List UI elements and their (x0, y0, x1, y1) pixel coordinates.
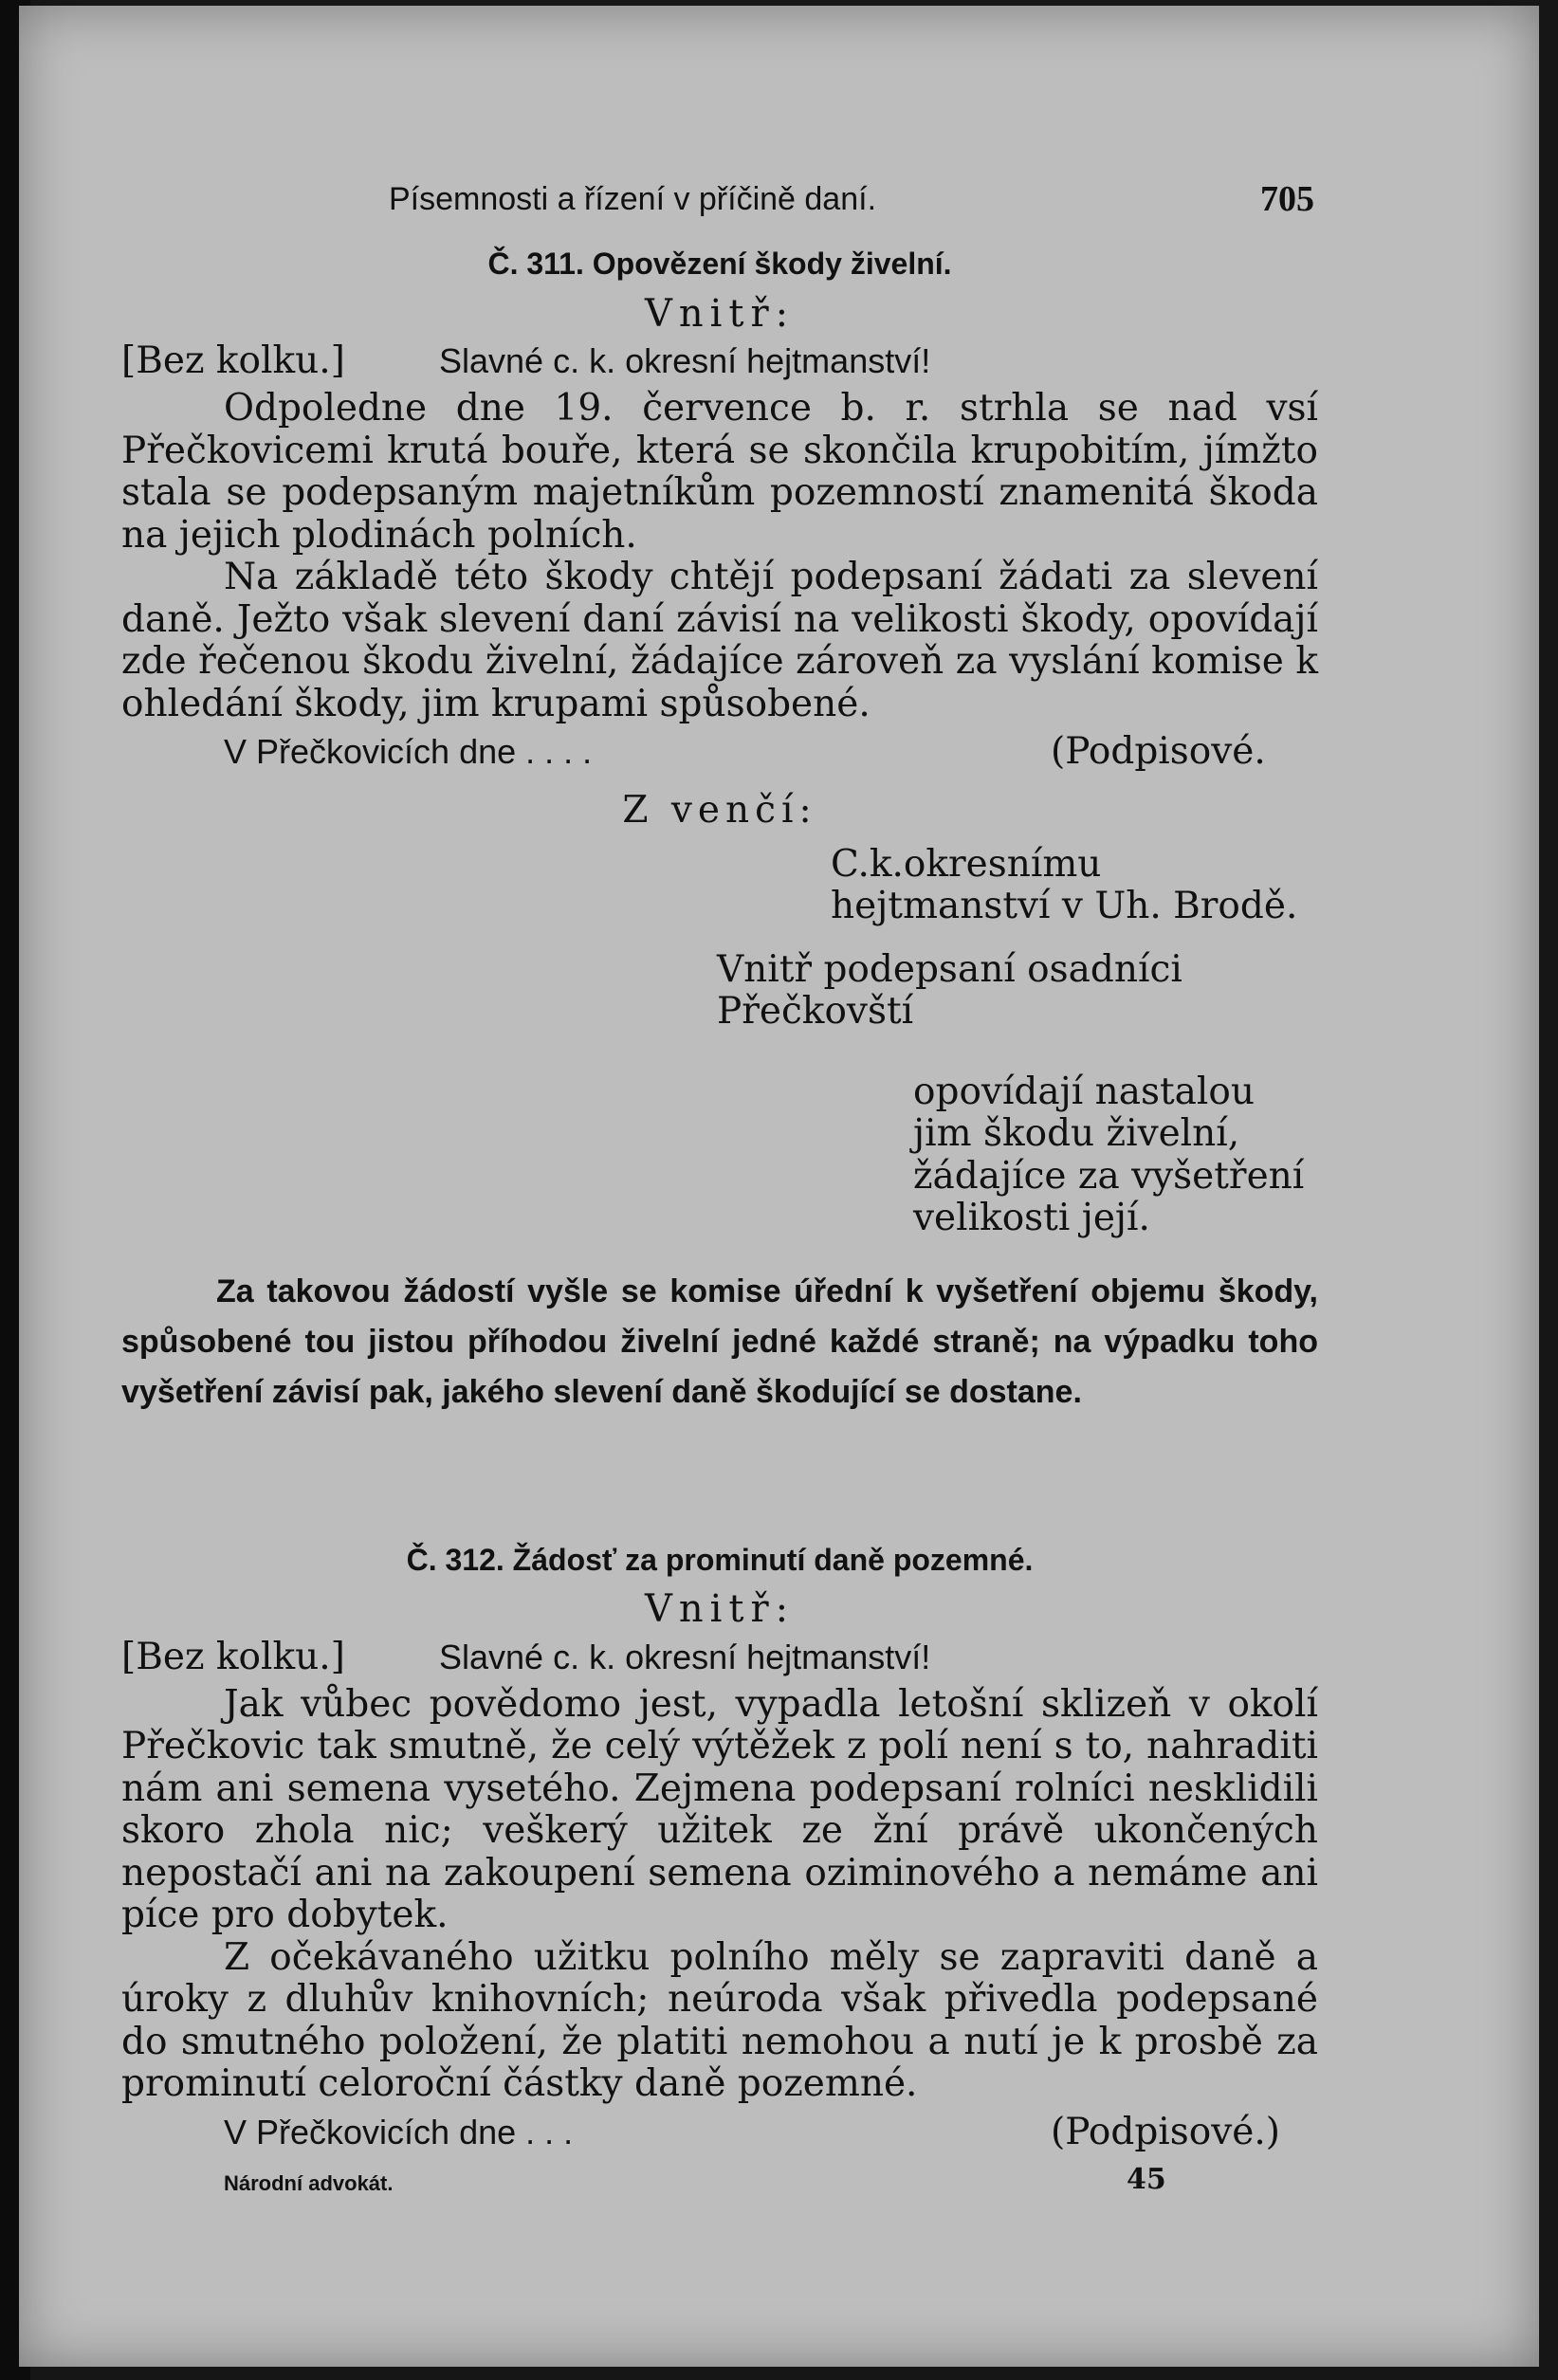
paragraph: Odpoledne dne 19. července b. r. strhla se nad vsí Přečkovicemi krutá bouře, která se skončila krupobitím, jímžto stala se podepsaným majetníkům pozemností znamenitá škoda na jejich plodinách polních. (121, 387, 1318, 557)
signatures: (Podpisové.) (1051, 2110, 1280, 2153)
signatures: (Podpisové. (1051, 730, 1266, 773)
stamp-note: [Bez kolku.] (121, 339, 345, 382)
running-title: Písemnosti a řízení v příčině daní. (389, 181, 877, 217)
addressee: Slavné c. k. okresní hejtmanství! (439, 341, 931, 380)
section-heading: Č. 312. Žádosť za prominutí daně pozemné. (406, 1542, 1034, 1577)
section-heading: Č. 311. Opovězení škody živelní. (487, 247, 952, 281)
inside-label: Vnitř: (644, 1587, 796, 1631)
place-date: V Přečkovicích dne . . . (224, 2112, 574, 2151)
section-312 (121, 1539, 1318, 2157)
outside-addressee: C.k.okresnímu hejtmanství v Uh. Brodě. (831, 842, 1298, 927)
signature-line (121, 727, 1318, 777)
running-header (121, 173, 1318, 224)
address-line (121, 1637, 1318, 1684)
book-title: Národní advokát. (224, 2170, 394, 2195)
signature-line (121, 2108, 1318, 2157)
page-number: 705 (1260, 179, 1314, 219)
inside-label: Vnitř: (644, 291, 796, 336)
sheet-number: 45 (1127, 2162, 1166, 2196)
section-311 (121, 243, 1318, 1418)
document-page (121, 173, 1318, 2195)
paragraph: Na základě této škody chtějí podepsaní žádati za slevení daně. Ježto však slevení daní závisí na velikosti škody, opovídají zde řečenou škodu živelní, žádajíce zároveň za vyslání komise k ohledání škody, jim krupami spůsobené. (121, 556, 1318, 725)
closing-note: Za takovou žádostí vyšle se komise úřední k vyšetření objemu škody, spůsobené tou jistou příhodou živelní jedné každé straně; na výpadku toho vyšetření závisí pak, jakého slevení daně škodující se dostane. (121, 1272, 1318, 1410)
page-footer (121, 2157, 1318, 2195)
place-date: V Přečkovicích dne . . . . (224, 732, 593, 771)
outside-subject: opovídají nastalou jim škodu živelní, žádajíce za vyšetření velikosti její. (913, 1070, 1305, 1239)
stamp-note: [Bez kolku.] (121, 1635, 345, 1678)
outside-petitioners: Vnitř podepsaní osadníci Přečkovští (717, 947, 1182, 1033)
addressee: Slavné c. k. okresní hejtmanství! (439, 1637, 931, 1676)
outside-label: Z venčí: (622, 789, 817, 832)
paragraph: Jak vůbec povědomo jest, vypadla letošní sklizeň v okolí Přečkovic tak smutně, že celý výtěžek z polí není s to, nahraditi nám ani semena vysetého. Zejmena podepsaní rolníci nesklidili skoro zhola nic; veškerý užitek ze žní právě ukončených nepostačí ani na zakoupení semena oziminového a nemáme ani píce pro dobytek. (121, 1682, 1318, 1936)
address-line (121, 340, 1318, 388)
paragraph: Z očekávaného užitku polního měly se zapraviti daně a úroky z dluhův knihovních; neúroda však přivedla podepsané do smutného položení, že platiti nemohou a nutí je k prosbě za prominutí celoroční částky daně pozemné. (121, 1935, 1318, 2105)
